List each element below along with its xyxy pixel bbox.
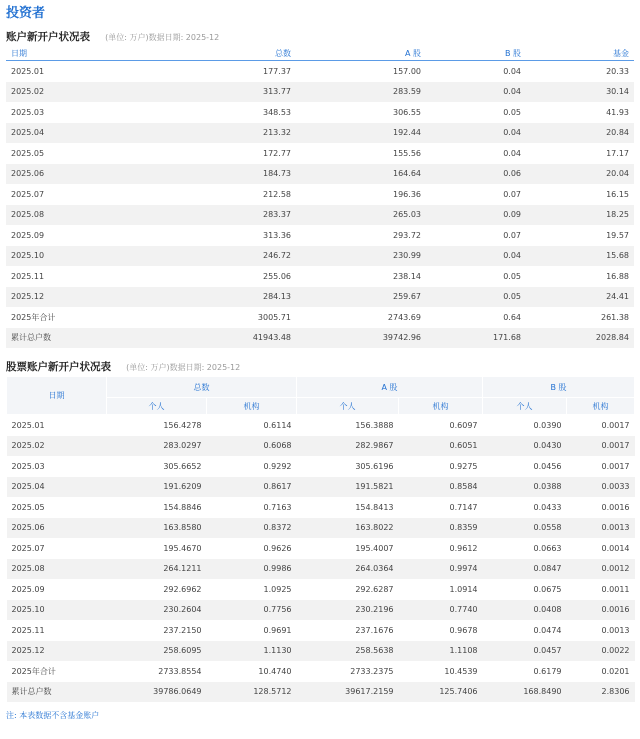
table-cell: 0.9678 xyxy=(449,625,478,635)
table-cell: 0.7756 xyxy=(207,600,297,621)
table-row xyxy=(6,143,634,164)
table-cell: 0.9691 xyxy=(263,625,292,635)
table2-sub-individual: 个人 xyxy=(297,398,399,415)
row-date-cell: 累计总户数 xyxy=(6,328,96,349)
table-cell: 0.0390 xyxy=(533,420,562,430)
table2-header xyxy=(6,354,634,376)
table-cell: 164.64 xyxy=(296,164,426,185)
table-cell: 0.0017 xyxy=(601,420,630,430)
table-cell: 10.4740 xyxy=(258,666,292,676)
table-cell: 0.8584 xyxy=(399,477,483,498)
table-cell: 17.17 xyxy=(606,148,629,158)
footnote: 注: 本表数据不含基金账户 xyxy=(6,711,100,720)
table-cell: 0.0474 xyxy=(533,625,562,635)
table-cell: 0.7163 xyxy=(263,502,292,512)
table-cell: 2.8306 xyxy=(567,682,635,703)
row-date-cell: 2025.09 xyxy=(11,584,45,594)
row-date-cell: 2025.03 xyxy=(11,107,45,117)
table-cell: 0.0430 xyxy=(483,436,567,457)
table-cell: 0.8372 xyxy=(207,518,297,539)
account-new-opening-table xyxy=(6,46,634,348)
table1-header xyxy=(6,24,634,46)
table-cell: 283.0297 xyxy=(107,436,207,457)
table-cell: 0.0012 xyxy=(567,559,635,580)
row-date-cell: 2025.05 xyxy=(11,502,45,512)
table-cell: 0.64 xyxy=(503,312,521,322)
table2-group-b-share: B 股 xyxy=(483,377,635,398)
table-cell: 3005.71 xyxy=(257,312,291,322)
table-cell: 213.32 xyxy=(96,123,296,144)
row-date-cell: 2025.09 xyxy=(11,230,45,240)
row-date-cell: 2025.01 xyxy=(11,420,45,430)
table2-col-date: 日期 xyxy=(7,377,107,415)
table-cell: 0.6051 xyxy=(399,436,483,457)
table-cell: 39742.96 xyxy=(296,328,426,349)
table-cell: 258.5638 xyxy=(297,641,399,662)
table-row xyxy=(7,456,635,477)
table-cell: 305.6652 xyxy=(163,461,202,471)
table-cell: 258.6095 xyxy=(107,641,207,662)
table-row xyxy=(6,164,634,185)
table-cell: 0.8359 xyxy=(399,518,483,539)
table-cell: 237.2150 xyxy=(163,625,202,635)
table-row xyxy=(6,184,634,205)
table-cell: 0.04 xyxy=(503,148,521,158)
table-row xyxy=(7,641,635,662)
table1-col-fund: 基金 xyxy=(526,46,634,61)
table-cell: 171.68 xyxy=(426,328,526,349)
table-cell: 0.9612 xyxy=(449,543,478,553)
table-cell: 0.05 xyxy=(426,287,526,308)
row-date-cell: 2025.10 xyxy=(6,246,96,267)
table-cell: 16.15 xyxy=(606,189,629,199)
table-cell: 0.6179 xyxy=(533,666,562,676)
row-date-cell: 2025.02 xyxy=(7,436,107,457)
table-row xyxy=(6,225,634,246)
table-cell: 195.4007 xyxy=(355,543,394,553)
row-date-cell: 2025.04 xyxy=(6,123,96,144)
table-cell: 292.6962 xyxy=(163,584,202,594)
table-cell: 255.06 xyxy=(263,271,291,281)
table2-sub-individual: 个人 xyxy=(483,398,567,415)
table-cell: 237.1676 xyxy=(355,625,394,635)
table-cell: 348.53 xyxy=(263,107,291,117)
table2-note: (单位: 万户)数据日期: 2025-12 xyxy=(126,363,241,372)
table-cell: 0.9292 xyxy=(263,461,292,471)
table-row xyxy=(7,620,635,641)
table-row xyxy=(7,661,635,682)
table-cell: 305.6196 xyxy=(355,461,394,471)
table-cell: 0.0201 xyxy=(601,666,630,676)
table-cell: 15.68 xyxy=(526,246,634,267)
table-cell: 20.84 xyxy=(526,123,634,144)
table-cell: 163.8580 xyxy=(107,518,207,539)
table-row xyxy=(7,538,635,559)
table-cell: 0.05 xyxy=(503,271,521,281)
table-cell: 163.8022 xyxy=(297,518,399,539)
table-cell: 282.9867 xyxy=(297,436,399,457)
table-cell: 154.8846 xyxy=(163,502,202,512)
table-cell: 0.7147 xyxy=(449,502,478,512)
row-date-cell: 2025.11 xyxy=(11,625,45,635)
table-cell: 0.04 xyxy=(426,82,526,103)
table-row xyxy=(6,205,634,226)
table-row xyxy=(6,102,634,123)
table-cell: 0.0847 xyxy=(483,559,567,580)
table-cell: 1.1108 xyxy=(399,641,483,662)
table-cell: 283.37 xyxy=(96,205,296,226)
table-cell: 41943.48 xyxy=(96,328,296,349)
row-date-cell: 2025年合计 xyxy=(11,666,56,676)
table-cell: 196.36 xyxy=(393,189,421,199)
table1-col-a-share: A 股 xyxy=(296,46,426,61)
table-cell: 0.04 xyxy=(426,123,526,144)
table-cell: 10.4539 xyxy=(444,666,478,676)
table-cell: 264.1211 xyxy=(107,559,207,580)
table-cell: 265.03 xyxy=(296,205,426,226)
table-cell: 2733.2375 xyxy=(350,666,394,676)
table-cell: 172.77 xyxy=(263,148,291,158)
table-cell: 20.33 xyxy=(606,66,629,76)
table-cell: 0.9626 xyxy=(263,543,292,553)
row-date-cell: 2025.12 xyxy=(7,641,107,662)
table-row xyxy=(7,518,635,539)
table-cell: 24.41 xyxy=(526,287,634,308)
table-row xyxy=(7,579,635,600)
table-cell: 238.14 xyxy=(393,271,421,281)
table-row xyxy=(6,287,634,308)
table-row xyxy=(6,82,634,103)
table-cell: 191.5821 xyxy=(297,477,399,498)
table-cell: 0.0663 xyxy=(533,543,562,553)
table2-sub-institution: 机构 xyxy=(567,398,635,415)
row-date-cell: 2025年合计 xyxy=(11,312,56,322)
table-cell: 292.6287 xyxy=(355,584,394,594)
table-cell: 191.6209 xyxy=(107,477,207,498)
table-cell: 0.0016 xyxy=(567,600,635,621)
row-date-cell: 2025.07 xyxy=(11,189,45,199)
table-cell: 0.0388 xyxy=(483,477,567,498)
table-cell: 230.2196 xyxy=(297,600,399,621)
table-row xyxy=(7,477,635,498)
row-date-cell: 2025.11 xyxy=(11,271,45,281)
table-cell: 0.6097 xyxy=(449,420,478,430)
table-cell: 0.07 xyxy=(503,189,521,199)
table-cell: 41.93 xyxy=(606,107,629,117)
table-cell: 2743.69 xyxy=(387,312,421,322)
row-date-cell: 2025.08 xyxy=(7,559,107,580)
table-row xyxy=(7,682,635,703)
table-row xyxy=(6,328,634,349)
table-cell: 19.57 xyxy=(606,230,629,240)
table-cell: 1.0914 xyxy=(449,584,478,594)
table-cell: 0.0022 xyxy=(567,641,635,662)
table-cell: 20.04 xyxy=(526,164,634,185)
table-row xyxy=(6,123,634,144)
table1-title: 账户新开户状况表 xyxy=(6,31,90,43)
table-cell: 2733.8554 xyxy=(158,666,202,676)
table-cell: 293.72 xyxy=(393,230,421,240)
table-cell: 168.8490 xyxy=(483,682,567,703)
table-row xyxy=(7,497,635,518)
table-cell: 0.0433 xyxy=(533,502,562,512)
table-cell: 0.7740 xyxy=(399,600,483,621)
table-row xyxy=(7,559,635,580)
table-cell: 212.58 xyxy=(263,189,291,199)
table-cell: 0.6068 xyxy=(207,436,297,457)
table-row xyxy=(7,436,635,457)
table-cell: 0.0013 xyxy=(567,518,635,539)
table-cell: 184.73 xyxy=(96,164,296,185)
table2-sub-individual: 个人 xyxy=(107,398,207,415)
table-cell: 0.6114 xyxy=(263,420,292,430)
page-title: 投资者 xyxy=(6,6,46,21)
table-cell: 0.0456 xyxy=(533,461,562,471)
table-cell: 0.8617 xyxy=(207,477,297,498)
table-cell: 0.0457 xyxy=(483,641,567,662)
table1-col-total: 总数 xyxy=(96,46,296,61)
table1-note: (单位: 万户)数据日期: 2025-12 xyxy=(105,33,220,42)
row-date-cell: 2025.07 xyxy=(11,543,45,553)
row-date-cell: 2025.08 xyxy=(6,205,96,226)
table-cell: 2028.84 xyxy=(526,328,634,349)
table-cell: 0.0013 xyxy=(601,625,630,635)
table-cell: 284.13 xyxy=(96,287,296,308)
table-cell: 39617.2159 xyxy=(297,682,399,703)
table-cell: 0.0017 xyxy=(567,436,635,457)
table-cell: 0.0033 xyxy=(567,477,635,498)
table-cell: 192.44 xyxy=(296,123,426,144)
table-cell: 0.9974 xyxy=(399,559,483,580)
table-cell: 128.5712 xyxy=(207,682,297,703)
table-cell: 313.36 xyxy=(263,230,291,240)
table-cell: 177.37 xyxy=(263,66,291,76)
table-cell: 155.56 xyxy=(393,148,421,158)
table-cell: 0.04 xyxy=(426,246,526,267)
table-row xyxy=(6,246,634,267)
table-cell: 264.0364 xyxy=(297,559,399,580)
table-row xyxy=(7,415,635,436)
table-cell: 0.0016 xyxy=(601,502,630,512)
table-cell: 0.0408 xyxy=(483,600,567,621)
table-cell: 0.05 xyxy=(503,107,521,117)
table-row xyxy=(7,600,635,621)
row-date-cell: 2025.01 xyxy=(11,66,45,76)
table-row xyxy=(6,61,634,82)
table-row xyxy=(6,307,634,328)
table2-sub-institution: 机构 xyxy=(399,398,483,415)
table-row xyxy=(6,266,634,287)
stock-account-new-opening-table xyxy=(6,376,635,702)
table2-sub-institution: 机构 xyxy=(207,398,297,415)
table-cell: 39786.0649 xyxy=(107,682,207,703)
table-cell: 18.25 xyxy=(526,205,634,226)
table-cell: 306.55 xyxy=(393,107,421,117)
table-cell: 0.06 xyxy=(426,164,526,185)
table-cell: 0.0011 xyxy=(601,584,630,594)
table-cell: 230.99 xyxy=(296,246,426,267)
table2-group-row xyxy=(7,377,635,398)
table-cell: 154.8413 xyxy=(355,502,394,512)
table-cell: 0.0558 xyxy=(483,518,567,539)
table-cell: 261.38 xyxy=(601,312,629,322)
table-cell: 0.0017 xyxy=(601,461,630,471)
table1-header-row xyxy=(6,46,634,61)
table-cell: 246.72 xyxy=(96,246,296,267)
table2-title: 股票账户新开户状况表 xyxy=(6,361,111,373)
table-cell: 259.67 xyxy=(296,287,426,308)
row-date-cell: 2025.02 xyxy=(6,82,96,103)
table2-group-total: 总数 xyxy=(107,377,297,398)
table2-group-a-share: A 股 xyxy=(297,377,483,398)
table-cell: 0.0014 xyxy=(601,543,630,553)
table-cell: 16.88 xyxy=(606,271,629,281)
row-date-cell: 累计总户数 xyxy=(7,682,107,703)
table-cell: 0.07 xyxy=(503,230,521,240)
table1-col-date: 日期 xyxy=(6,46,96,61)
table-cell: 0.9275 xyxy=(449,461,478,471)
row-date-cell: 2025.03 xyxy=(11,461,45,471)
table-cell: 230.2604 xyxy=(107,600,207,621)
table-cell: 195.4670 xyxy=(163,543,202,553)
table-cell: 0.04 xyxy=(503,66,521,76)
row-date-cell: 2025.06 xyxy=(7,518,107,539)
table-cell: 156.3888 xyxy=(355,420,394,430)
table-cell: 0.09 xyxy=(426,205,526,226)
table-cell: 125.7406 xyxy=(399,682,483,703)
table-cell: 283.59 xyxy=(296,82,426,103)
table1-col-b-share: B 股 xyxy=(426,46,526,61)
table-cell: 1.1130 xyxy=(207,641,297,662)
table-cell: 0.9986 xyxy=(207,559,297,580)
row-date-cell: 2025.05 xyxy=(11,148,45,158)
table-cell: 313.77 xyxy=(96,82,296,103)
row-date-cell: 2025.10 xyxy=(7,600,107,621)
row-date-cell: 2025.12 xyxy=(6,287,96,308)
table-cell: 157.00 xyxy=(393,66,421,76)
table-cell: 156.4278 xyxy=(163,420,202,430)
table-cell: 30.14 xyxy=(526,82,634,103)
table-cell: 0.0675 xyxy=(533,584,562,594)
row-date-cell: 2025.06 xyxy=(6,164,96,185)
table-cell: 1.0925 xyxy=(263,584,292,594)
row-date-cell: 2025.04 xyxy=(7,477,107,498)
